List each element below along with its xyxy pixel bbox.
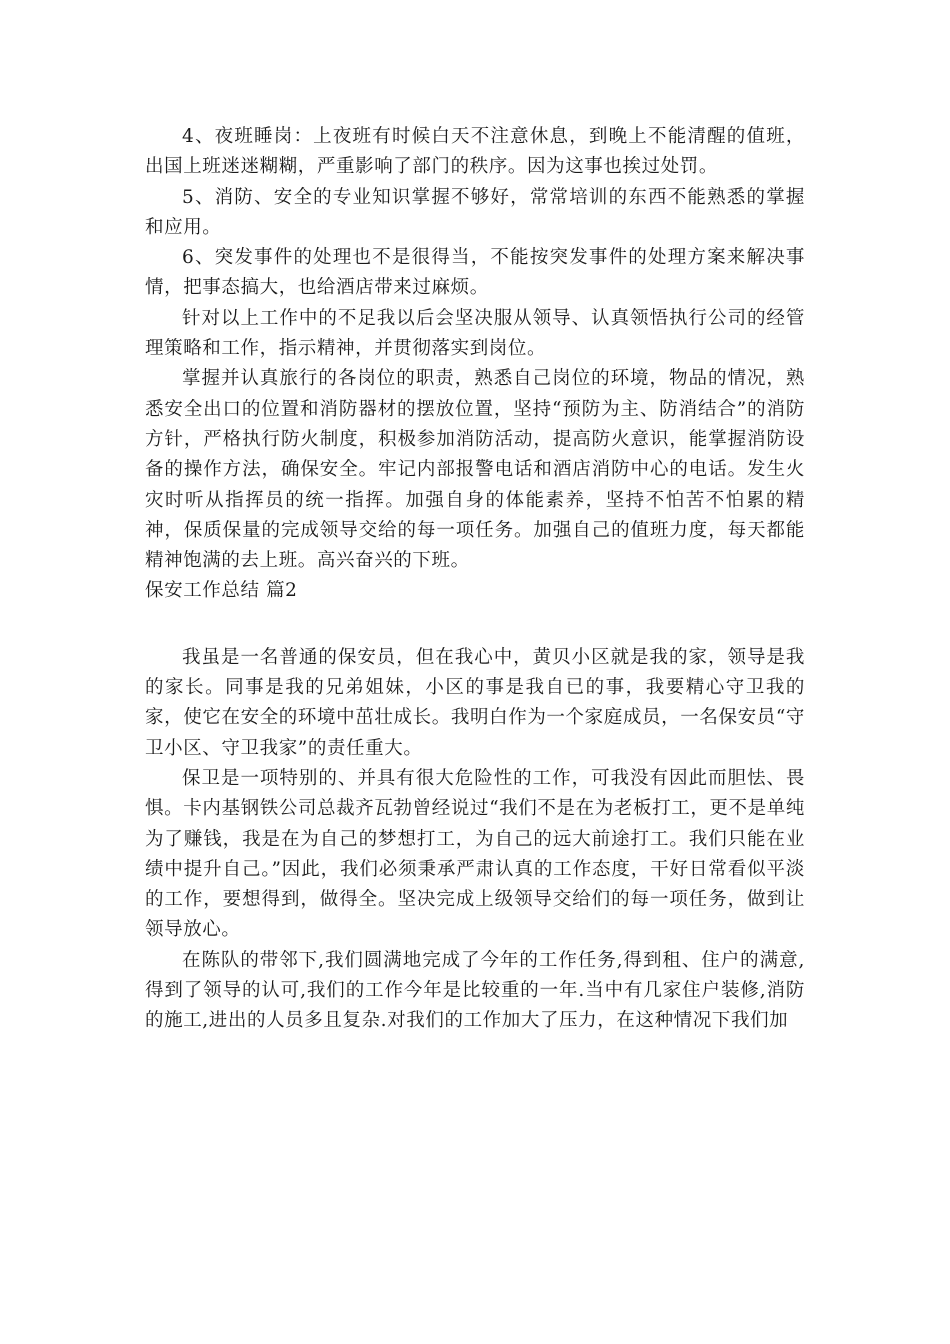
document-body: [145, 122, 805, 1037]
paragraph-team-achievements: 在陈队的带邻下,我们圆满地完成了今年的工作任务,得到租、住户的满意,得到了领导的认可,我们的工作今年是比较重的一年.当中有几家住户装修,消防的施工,进出的人员多且复杂.对我们的工作加大了压力，在这种情况下我们加: [145, 949, 805, 1032]
paragraph-night-shift-sleeping: 4、夜班睡岗：上夜班有时候白天不注意休息，到晚上不能清醒的值班，出国上班迷迷糊糊，严重影响了部门的秩序。因为这事也挨过处罚。: [145, 126, 805, 178]
paragraph-duties-and-fire-prevention: 掌握并认真旅行的各岗位的职责，熟悉自己岗位的环境，物品的情况，熟悉安全出口的位置和消防器材的摆放位置，坚持“预防为主、防消结合”的消防方针，严格执行防火制度，积极参加消防活动，提高防火意识，能掌握消防设备的操作方法，确保安全。牢记内部报警电话和酒店消防中心的电话。发生火灾时听从指挥员的统一指挥。加强自身的体能素养，坚持不怕苦不怕累的精神，保质保量的完成领导交给的每一项任务。加强自己的值班力度，每天都能精神饱满的去上班。高兴奋兴的下班。: [145, 368, 805, 572]
section-heading: 保安工作总结 篇2: [145, 580, 298, 602]
section-spacer: [145, 607, 805, 643]
paragraph-security-work-attitude: 保卫是一项特别的、并具有很大危险性的工作，可我没有因此而胆怯、畏惧。卡内基钢铁公司总裁齐瓦勃曾经说过“我们不是在为老板打工，更不是单纯为了赚钱，我是在为自己的梦想打工，为自己的远大前途打工。我们只能在业绩中提升自己。”因此，我们必须秉承严肃认真的工作态度，干好日常看似平淡的工作，要想得到，做得全。坚决完成上级领导交给们的每一项任务，做到让领导放心。: [145, 767, 805, 941]
paragraph-emergency-handling: 6、突发事件的处理也不是很得当，不能按突发事件的处理方案来解决事情，把事态搞大，也给酒店带来过麻烦。: [145, 247, 805, 299]
paragraph-ordinary-guard: 我虽是一名普通的保安员，但在我心中，黄贝小区就是我的家，领导是我的家长。同事是我的兄弟姐妹，小区的事是我自已的事，我要精心守卫我的家，使它在安全的环境中茁壮成长。我明白作为一个家庭成员，一名保安员“守卫小区、守卫我家”的责任重大。: [145, 646, 805, 759]
paragraph-fire-safety-knowledge: 5、消防、安全的专业知识掌握不够好，常常培训的东西不能熟悉的掌握和应用。: [145, 186, 805, 238]
paragraph-improvement-plan: 针对以上工作中的不足我以后会坚决服从领导、认真领悟执行公司的经管理策略和工作，指示精神，并贯彻落实到岗位。: [145, 307, 805, 360]
